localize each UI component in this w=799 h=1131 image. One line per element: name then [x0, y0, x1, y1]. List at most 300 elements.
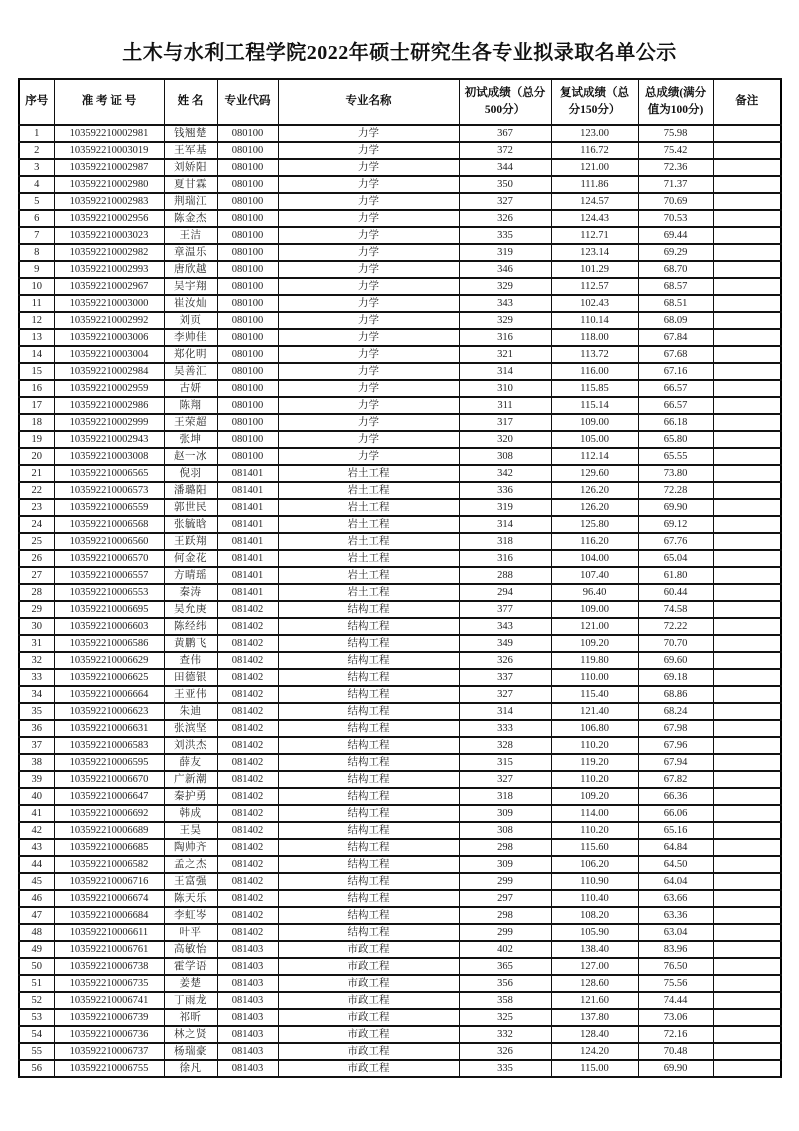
col-name-cell: 赵一冰	[164, 448, 217, 465]
col-retest-score-cell: 111.86	[551, 176, 638, 193]
col-total-score-cell: 64.04	[638, 873, 713, 890]
col-major-code-cell: 081403	[217, 958, 278, 975]
col-major-name-cell: 力学	[278, 210, 459, 227]
col-remark-cell	[713, 618, 781, 635]
col-initial-score-cell: 344	[459, 159, 551, 176]
col-index-cell: 28	[19, 584, 54, 601]
col-total-score-cell: 61.80	[638, 567, 713, 584]
col-name-cell: 查伟	[164, 652, 217, 669]
col-retest-score-cell: 123.14	[551, 244, 638, 261]
col-remark-cell	[713, 278, 781, 295]
table-row	[19, 278, 781, 295]
col-initial-score-cell: 337	[459, 669, 551, 686]
col-retest-score-cell: 114.00	[551, 805, 638, 822]
col-name-cell: 广新潮	[164, 771, 217, 788]
col-total-score-cell: 65.04	[638, 550, 713, 567]
col-major-code-cell: 080100	[217, 210, 278, 227]
col-index-cell: 47	[19, 907, 54, 924]
col-exam-id-cell: 103592210006603	[54, 618, 164, 635]
col-index-cell: 29	[19, 601, 54, 618]
col-name-cell: 陶帅齐	[164, 839, 217, 856]
col-initial-score-cell: 356	[459, 975, 551, 992]
col-index-cell: 3	[19, 159, 54, 176]
col-exam-id-cell: 103592210006695	[54, 601, 164, 618]
col-name-cell: 王洁	[164, 227, 217, 244]
col-name-cell: 王亚伟	[164, 686, 217, 703]
col-retest-score-cell: 118.00	[551, 329, 638, 346]
col-name-cell: 何金花	[164, 550, 217, 567]
table-row	[19, 618, 781, 635]
table-row	[19, 703, 781, 720]
column-header-col-initial-score: 初试成绩（总分500分）	[459, 79, 551, 125]
col-remark-cell	[713, 295, 781, 312]
col-major-name-cell: 力学	[278, 346, 459, 363]
col-remark-cell	[713, 992, 781, 1009]
col-major-code-cell: 081403	[217, 975, 278, 992]
table-row	[19, 635, 781, 652]
header-row	[19, 79, 781, 125]
col-major-name-cell: 岩土工程	[278, 465, 459, 482]
col-exam-id-cell: 103592210006573	[54, 482, 164, 499]
col-major-code-cell: 081403	[217, 992, 278, 1009]
col-index-cell: 18	[19, 414, 54, 431]
col-total-score-cell: 66.06	[638, 805, 713, 822]
col-retest-score-cell: 124.57	[551, 193, 638, 210]
col-remark-cell	[713, 346, 781, 363]
col-exam-id-cell: 103592210003000	[54, 295, 164, 312]
col-name-cell: 刘娇阳	[164, 159, 217, 176]
col-retest-score-cell: 121.60	[551, 992, 638, 1009]
col-name-cell: 陈翔	[164, 397, 217, 414]
col-name-cell: 叶平	[164, 924, 217, 941]
col-exam-id-cell: 103592210006738	[54, 958, 164, 975]
col-name-cell: 张坤	[164, 431, 217, 448]
col-major-code-cell: 081403	[217, 941, 278, 958]
col-index-cell: 10	[19, 278, 54, 295]
table-row	[19, 975, 781, 992]
col-total-score-cell: 72.16	[638, 1026, 713, 1043]
table-row	[19, 771, 781, 788]
col-retest-score-cell: 104.00	[551, 550, 638, 567]
table-row	[19, 584, 781, 601]
table-row	[19, 295, 781, 312]
col-retest-score-cell: 121.40	[551, 703, 638, 720]
col-initial-score-cell: 321	[459, 346, 551, 363]
col-major-name-cell: 力学	[278, 261, 459, 278]
col-remark-cell	[713, 907, 781, 924]
col-retest-score-cell: 109.00	[551, 414, 638, 431]
table-row	[19, 567, 781, 584]
col-total-score-cell: 67.82	[638, 771, 713, 788]
col-retest-score-cell: 109.00	[551, 601, 638, 618]
col-total-score-cell: 69.90	[638, 499, 713, 516]
table-row	[19, 125, 781, 142]
col-remark-cell	[713, 193, 781, 210]
col-major-code-cell: 081402	[217, 635, 278, 652]
col-total-score-cell: 70.53	[638, 210, 713, 227]
col-name-cell: 古妍	[164, 380, 217, 397]
table-row	[19, 1060, 781, 1077]
col-index-cell: 33	[19, 669, 54, 686]
col-total-score-cell: 69.29	[638, 244, 713, 261]
col-major-code-cell: 081401	[217, 567, 278, 584]
col-index-cell: 8	[19, 244, 54, 261]
col-retest-score-cell: 112.71	[551, 227, 638, 244]
col-exam-id-cell: 103592210006692	[54, 805, 164, 822]
col-index-cell: 2	[19, 142, 54, 159]
col-remark-cell	[713, 431, 781, 448]
table-row	[19, 176, 781, 193]
col-exam-id-cell: 103592210003008	[54, 448, 164, 465]
col-major-name-cell: 力学	[278, 414, 459, 431]
col-exam-id-cell: 103592210002943	[54, 431, 164, 448]
col-initial-score-cell: 317	[459, 414, 551, 431]
col-major-code-cell: 081402	[217, 737, 278, 754]
col-retest-score-cell: 112.57	[551, 278, 638, 295]
col-exam-id-cell: 103592210006674	[54, 890, 164, 907]
col-index-cell: 7	[19, 227, 54, 244]
col-major-code-cell: 081401	[217, 482, 278, 499]
table-row	[19, 312, 781, 329]
table-row	[19, 193, 781, 210]
col-total-score-cell: 69.44	[638, 227, 713, 244]
col-name-cell: 崔汝灿	[164, 295, 217, 312]
col-exam-id-cell: 103592210002984	[54, 363, 164, 380]
col-exam-id-cell: 103592210006611	[54, 924, 164, 941]
col-remark-cell	[713, 703, 781, 720]
col-exam-id-cell: 103592210006670	[54, 771, 164, 788]
col-initial-score-cell: 333	[459, 720, 551, 737]
col-remark-cell	[713, 652, 781, 669]
col-major-name-cell: 力学	[278, 380, 459, 397]
col-major-name-cell: 力学	[278, 431, 459, 448]
col-major-code-cell: 080100	[217, 193, 278, 210]
col-major-code-cell: 080100	[217, 346, 278, 363]
col-initial-score-cell: 332	[459, 1026, 551, 1043]
col-exam-id-cell: 103592210006623	[54, 703, 164, 720]
col-major-name-cell: 岩土工程	[278, 567, 459, 584]
col-remark-cell	[713, 397, 781, 414]
col-initial-score-cell: 326	[459, 652, 551, 669]
col-name-cell: 陈天乐	[164, 890, 217, 907]
col-exam-id-cell: 103592210003023	[54, 227, 164, 244]
table-row	[19, 414, 781, 431]
col-major-code-cell: 080100	[217, 159, 278, 176]
col-initial-score-cell: 314	[459, 363, 551, 380]
col-retest-score-cell: 119.80	[551, 652, 638, 669]
col-remark-cell	[713, 856, 781, 873]
col-retest-score-cell: 110.40	[551, 890, 638, 907]
col-retest-score-cell: 106.80	[551, 720, 638, 737]
col-remark-cell	[713, 363, 781, 380]
col-index-cell: 20	[19, 448, 54, 465]
col-remark-cell	[713, 754, 781, 771]
col-major-name-cell: 力学	[278, 295, 459, 312]
col-major-code-cell: 080100	[217, 125, 278, 142]
column-header-col-retest-score: 复试成绩（总分150分）	[551, 79, 638, 125]
col-major-name-cell: 市政工程	[278, 975, 459, 992]
col-major-name-cell: 力学	[278, 278, 459, 295]
col-exam-id-cell: 103592210002987	[54, 159, 164, 176]
col-major-name-cell: 力学	[278, 329, 459, 346]
col-retest-score-cell: 115.00	[551, 1060, 638, 1077]
col-retest-score-cell: 121.00	[551, 159, 638, 176]
col-index-cell: 26	[19, 550, 54, 567]
table-row	[19, 397, 781, 414]
col-total-score-cell: 65.80	[638, 431, 713, 448]
col-index-cell: 19	[19, 431, 54, 448]
col-total-score-cell: 64.84	[638, 839, 713, 856]
col-major-code-cell: 081402	[217, 788, 278, 805]
column-header-col-major-code: 专业代码	[217, 79, 278, 125]
col-total-score-cell: 68.57	[638, 278, 713, 295]
col-initial-score-cell: 319	[459, 499, 551, 516]
col-total-score-cell: 63.04	[638, 924, 713, 941]
col-exam-id-cell: 103592210002981	[54, 125, 164, 142]
col-major-name-cell: 结构工程	[278, 601, 459, 618]
col-major-code-cell: 081403	[217, 1043, 278, 1060]
col-major-code-cell: 081402	[217, 703, 278, 720]
col-retest-score-cell: 109.20	[551, 788, 638, 805]
col-index-cell: 46	[19, 890, 54, 907]
col-initial-score-cell: 314	[459, 516, 551, 533]
admission-table	[18, 78, 782, 1078]
table-row	[19, 244, 781, 261]
col-exam-id-cell: 103592210006739	[54, 1009, 164, 1026]
table-row	[19, 924, 781, 941]
col-retest-score-cell: 128.40	[551, 1026, 638, 1043]
table-row	[19, 856, 781, 873]
col-initial-score-cell: 367	[459, 125, 551, 142]
col-remark-cell	[713, 771, 781, 788]
col-exam-id-cell: 103592210006560	[54, 533, 164, 550]
col-index-cell: 36	[19, 720, 54, 737]
col-major-name-cell: 市政工程	[278, 1009, 459, 1026]
col-initial-score-cell: 349	[459, 635, 551, 652]
col-major-code-cell: 080100	[217, 431, 278, 448]
col-name-cell: 霍学语	[164, 958, 217, 975]
col-initial-score-cell: 329	[459, 278, 551, 295]
table-header-row	[19, 79, 781, 125]
col-major-code-cell: 081402	[217, 754, 278, 771]
col-major-name-cell: 力学	[278, 142, 459, 159]
col-major-name-cell: 岩土工程	[278, 516, 459, 533]
col-total-score-cell: 67.84	[638, 329, 713, 346]
table-row	[19, 261, 781, 278]
col-major-name-cell: 力学	[278, 227, 459, 244]
col-exam-id-cell: 103592210006689	[54, 822, 164, 839]
col-major-name-cell: 结构工程	[278, 669, 459, 686]
col-initial-score-cell: 350	[459, 176, 551, 193]
col-total-score-cell: 70.48	[638, 1043, 713, 1060]
col-index-cell: 13	[19, 329, 54, 346]
col-initial-score-cell: 326	[459, 210, 551, 227]
table-row	[19, 482, 781, 499]
col-exam-id-cell: 103592210006761	[54, 941, 164, 958]
col-exam-id-cell: 103592210002999	[54, 414, 164, 431]
col-remark-cell	[713, 448, 781, 465]
col-major-code-cell: 081402	[217, 907, 278, 924]
col-major-name-cell: 力学	[278, 159, 459, 176]
col-remark-cell	[713, 958, 781, 975]
col-retest-score-cell: 101.29	[551, 261, 638, 278]
table-row	[19, 499, 781, 516]
table-row	[19, 550, 781, 567]
col-name-cell: 方晴瑶	[164, 567, 217, 584]
col-total-score-cell: 66.57	[638, 397, 713, 414]
col-index-cell: 39	[19, 771, 54, 788]
table-row	[19, 516, 781, 533]
col-remark-cell	[713, 890, 781, 907]
col-major-name-cell: 结构工程	[278, 822, 459, 839]
col-total-score-cell: 72.36	[638, 159, 713, 176]
col-initial-score-cell: 325	[459, 1009, 551, 1026]
col-initial-score-cell: 310	[459, 380, 551, 397]
col-exam-id-cell: 103592210006735	[54, 975, 164, 992]
col-name-cell: 杨瑞豪	[164, 1043, 217, 1060]
col-major-name-cell: 结构工程	[278, 720, 459, 737]
col-name-cell: 祁昕	[164, 1009, 217, 1026]
col-index-cell: 31	[19, 635, 54, 652]
col-major-name-cell: 结构工程	[278, 890, 459, 907]
col-remark-cell	[713, 975, 781, 992]
col-initial-score-cell: 358	[459, 992, 551, 1009]
table-row	[19, 601, 781, 618]
col-major-code-cell: 081402	[217, 686, 278, 703]
col-name-cell: 田德银	[164, 669, 217, 686]
col-name-cell: 刘洪杰	[164, 737, 217, 754]
col-remark-cell	[713, 669, 781, 686]
table-row	[19, 1026, 781, 1043]
col-remark-cell	[713, 873, 781, 890]
col-major-code-cell: 081402	[217, 771, 278, 788]
col-initial-score-cell: 315	[459, 754, 551, 771]
col-major-name-cell: 市政工程	[278, 958, 459, 975]
column-header-col-index: 序号	[19, 79, 54, 125]
col-major-name-cell: 结构工程	[278, 771, 459, 788]
col-initial-score-cell: 372	[459, 142, 551, 159]
col-initial-score-cell: 299	[459, 924, 551, 941]
table-row	[19, 992, 781, 1009]
col-exam-id-cell: 103592210006684	[54, 907, 164, 924]
col-major-code-cell: 081401	[217, 533, 278, 550]
col-initial-score-cell: 335	[459, 1060, 551, 1077]
col-name-cell: 李帅佳	[164, 329, 217, 346]
col-major-code-cell: 081402	[217, 856, 278, 873]
col-major-code-cell: 080100	[217, 448, 278, 465]
col-index-cell: 50	[19, 958, 54, 975]
col-exam-id-cell: 103592210006631	[54, 720, 164, 737]
col-initial-score-cell: 311	[459, 397, 551, 414]
table-row	[19, 907, 781, 924]
table-row	[19, 890, 781, 907]
col-index-cell: 41	[19, 805, 54, 822]
col-name-cell: 王荣超	[164, 414, 217, 431]
col-retest-score-cell: 105.90	[551, 924, 638, 941]
col-retest-score-cell: 105.00	[551, 431, 638, 448]
col-exam-id-cell: 103592210006582	[54, 856, 164, 873]
col-major-name-cell: 结构工程	[278, 924, 459, 941]
col-initial-score-cell: 288	[459, 567, 551, 584]
table-row	[19, 448, 781, 465]
col-major-name-cell: 结构工程	[278, 686, 459, 703]
col-remark-cell	[713, 924, 781, 941]
table-body	[19, 125, 781, 1077]
col-index-cell: 37	[19, 737, 54, 754]
col-major-code-cell: 080100	[217, 261, 278, 278]
col-major-name-cell: 市政工程	[278, 1043, 459, 1060]
col-exam-id-cell: 103592210006685	[54, 839, 164, 856]
col-major-name-cell: 岩土工程	[278, 533, 459, 550]
col-exam-id-cell: 103592210006737	[54, 1043, 164, 1060]
col-exam-id-cell: 103592210006553	[54, 584, 164, 601]
table-row	[19, 159, 781, 176]
col-retest-score-cell: 115.40	[551, 686, 638, 703]
col-name-cell: 陈金杰	[164, 210, 217, 227]
col-name-cell: 吴善汇	[164, 363, 217, 380]
col-retest-score-cell: 96.40	[551, 584, 638, 601]
col-name-cell: 唐欣越	[164, 261, 217, 278]
col-initial-score-cell: 314	[459, 703, 551, 720]
col-initial-score-cell: 328	[459, 737, 551, 754]
col-retest-score-cell: 126.20	[551, 499, 638, 516]
col-exam-id-cell: 103592210002967	[54, 278, 164, 295]
col-retest-score-cell: 110.20	[551, 822, 638, 839]
col-index-cell: 52	[19, 992, 54, 1009]
col-exam-id-cell: 103592210002982	[54, 244, 164, 261]
col-name-cell: 林之贤	[164, 1026, 217, 1043]
col-index-cell: 34	[19, 686, 54, 703]
col-major-code-cell: 081402	[217, 652, 278, 669]
col-total-score-cell: 69.12	[638, 516, 713, 533]
col-initial-score-cell: 327	[459, 686, 551, 703]
col-remark-cell	[713, 465, 781, 482]
col-total-score-cell: 60.44	[638, 584, 713, 601]
table-row	[19, 346, 781, 363]
col-total-score-cell: 74.58	[638, 601, 713, 618]
col-major-name-cell: 力学	[278, 312, 459, 329]
col-index-cell: 56	[19, 1060, 54, 1077]
col-initial-score-cell: 309	[459, 856, 551, 873]
col-total-score-cell: 75.42	[638, 142, 713, 159]
table-row	[19, 737, 781, 754]
col-exam-id-cell: 103592210002993	[54, 261, 164, 278]
col-retest-score-cell: 110.20	[551, 737, 638, 754]
col-initial-score-cell: 308	[459, 448, 551, 465]
table-row	[19, 839, 781, 856]
col-major-name-cell: 力学	[278, 244, 459, 261]
col-retest-score-cell: 109.20	[551, 635, 638, 652]
col-total-score-cell: 67.94	[638, 754, 713, 771]
table-row	[19, 805, 781, 822]
col-remark-cell	[713, 261, 781, 278]
col-exam-id-cell: 103592210006741	[54, 992, 164, 1009]
col-remark-cell	[713, 159, 781, 176]
col-index-cell: 48	[19, 924, 54, 941]
col-name-cell: 吴宇翔	[164, 278, 217, 295]
col-total-score-cell: 68.24	[638, 703, 713, 720]
col-total-score-cell: 72.28	[638, 482, 713, 499]
col-exam-id-cell: 103592210006716	[54, 873, 164, 890]
col-name-cell: 张滨坚	[164, 720, 217, 737]
column-header-col-total-score: 总成绩(满分值为100分)	[638, 79, 713, 125]
col-major-code-cell: 080100	[217, 176, 278, 193]
col-major-name-cell: 力学	[278, 448, 459, 465]
col-name-cell: 黄鹏飞	[164, 635, 217, 652]
col-total-score-cell: 67.68	[638, 346, 713, 363]
col-name-cell: 丁雨龙	[164, 992, 217, 1009]
col-initial-score-cell: 294	[459, 584, 551, 601]
